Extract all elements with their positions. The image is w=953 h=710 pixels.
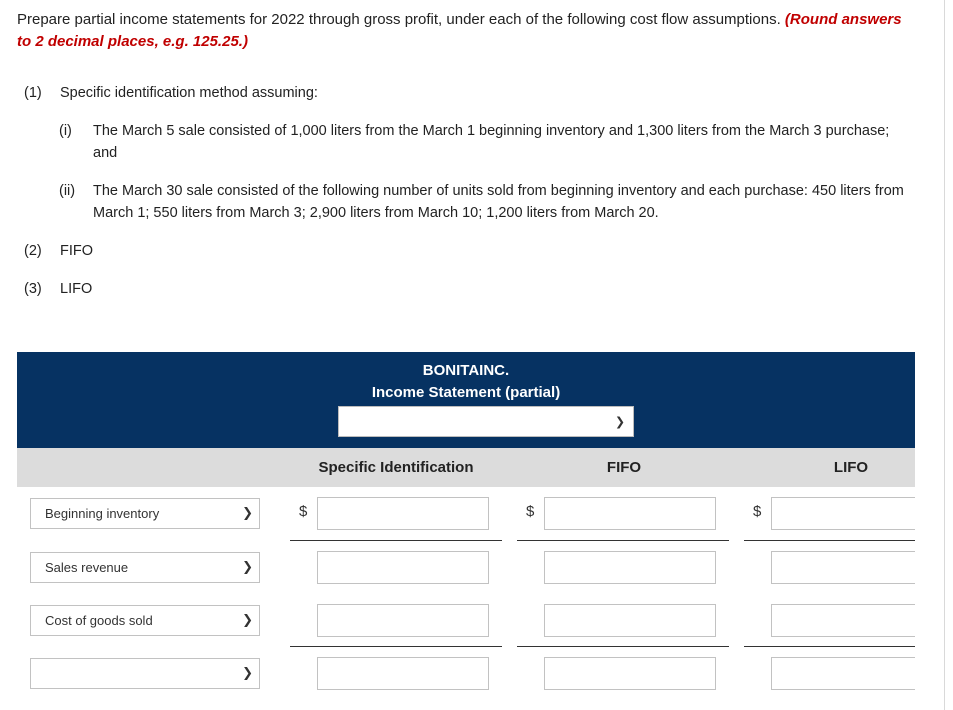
instructions <box>17 9 917 53</box>
chevron-down-icon: ❯ <box>242 611 253 627</box>
amount-input-specific-identification[interactable] <box>317 497 489 530</box>
column-header-fifo: FIFO <box>606 459 642 476</box>
instructions-text: Prepare partial income statements for 2022 through gross profit, under each of the following cost flow assumptions. <box>17 11 785 28</box>
amount-input-specific-identification[interactable] <box>317 551 489 584</box>
requirement-text: FIFO <box>60 243 94 259</box>
subtotal-underline <box>744 540 915 541</box>
amount-input-lifo[interactable] <box>771 657 915 690</box>
amount-input-fifo[interactable] <box>544 604 716 637</box>
rounding-note: (Round answers to 2 decimal places, e.g. 125.25.) <box>17 11 902 50</box>
subtotal-underline <box>517 540 729 541</box>
chevron-down-icon: ❯ <box>614 413 625 428</box>
requirement-2 <box>24 240 93 262</box>
chevron-down-icon: ❯ <box>242 558 253 574</box>
dollar-sign: $ <box>526 503 535 520</box>
statement-title: Income Statement (partial) <box>371 384 561 401</box>
statement-header <box>17 352 915 448</box>
requirement-number: (1) <box>24 85 42 101</box>
column-header-specific-identification: Specific Identification <box>318 459 474 476</box>
chevron-down-icon: ❯ <box>242 664 253 680</box>
amount-input-fifo[interactable] <box>544 497 716 530</box>
amount-input-specific-identification[interactable] <box>317 657 489 690</box>
row-label: Cost of goods sold <box>45 613 153 628</box>
column-header-lifo: LIFO <box>833 459 869 476</box>
requirement-number: (3) <box>24 281 42 297</box>
row-label-dropdown[interactable] <box>30 552 260 583</box>
chevron-down-icon: ❯ <box>242 504 253 520</box>
company-name: BONITAINC. <box>422 362 510 379</box>
requirement-3 <box>24 278 92 300</box>
row-label-dropdown[interactable] <box>30 605 260 636</box>
requirement-text: LIFO <box>60 281 93 297</box>
subtotal-underline <box>290 540 502 541</box>
amount-input-lifo[interactable] <box>771 551 915 584</box>
subtotal-underline <box>290 646 502 647</box>
dollar-sign: $ <box>753 503 762 520</box>
sub-requirement-text: The March 5 sale consisted of 1,000 liters from the March 1 beginning inventory and 1,300 liters from the March 3 purchase; and <box>93 123 890 161</box>
subtotal-underline <box>744 646 915 647</box>
sub-requirement-number: (ii) <box>59 183 76 199</box>
amount-input-fifo[interactable] <box>544 657 716 690</box>
amount-input-lifo[interactable] <box>771 497 915 530</box>
row-label-dropdown[interactable] <box>30 658 260 689</box>
requirement-text: Specific identification method assuming: <box>60 85 318 101</box>
dollar-sign: $ <box>299 503 308 520</box>
row-label-dropdown[interactable] <box>30 498 260 529</box>
amount-input-fifo[interactable] <box>544 551 716 584</box>
column-headers <box>17 448 915 487</box>
sub-requirement-text: The March 30 sale consisted of the following number of units sold from beginning inventory and each purchase: 450 liters from March 1; 550 liters from March 3; 2,900 liters from March 10; 1,200 liters from March 20. <box>93 183 904 221</box>
subtotal-underline <box>517 646 729 647</box>
row-label: Sales revenue <box>45 560 129 575</box>
scroll-divider <box>944 0 945 710</box>
requirement-number: (2) <box>24 243 42 259</box>
sub-requirement-number: (i) <box>59 123 72 139</box>
amount-input-specific-identification[interactable] <box>317 604 489 637</box>
amount-input-lifo[interactable] <box>771 604 915 637</box>
row-label: Beginning inventory <box>45 506 160 521</box>
requirement-1 <box>24 82 318 104</box>
period-dropdown[interactable] <box>338 406 634 437</box>
